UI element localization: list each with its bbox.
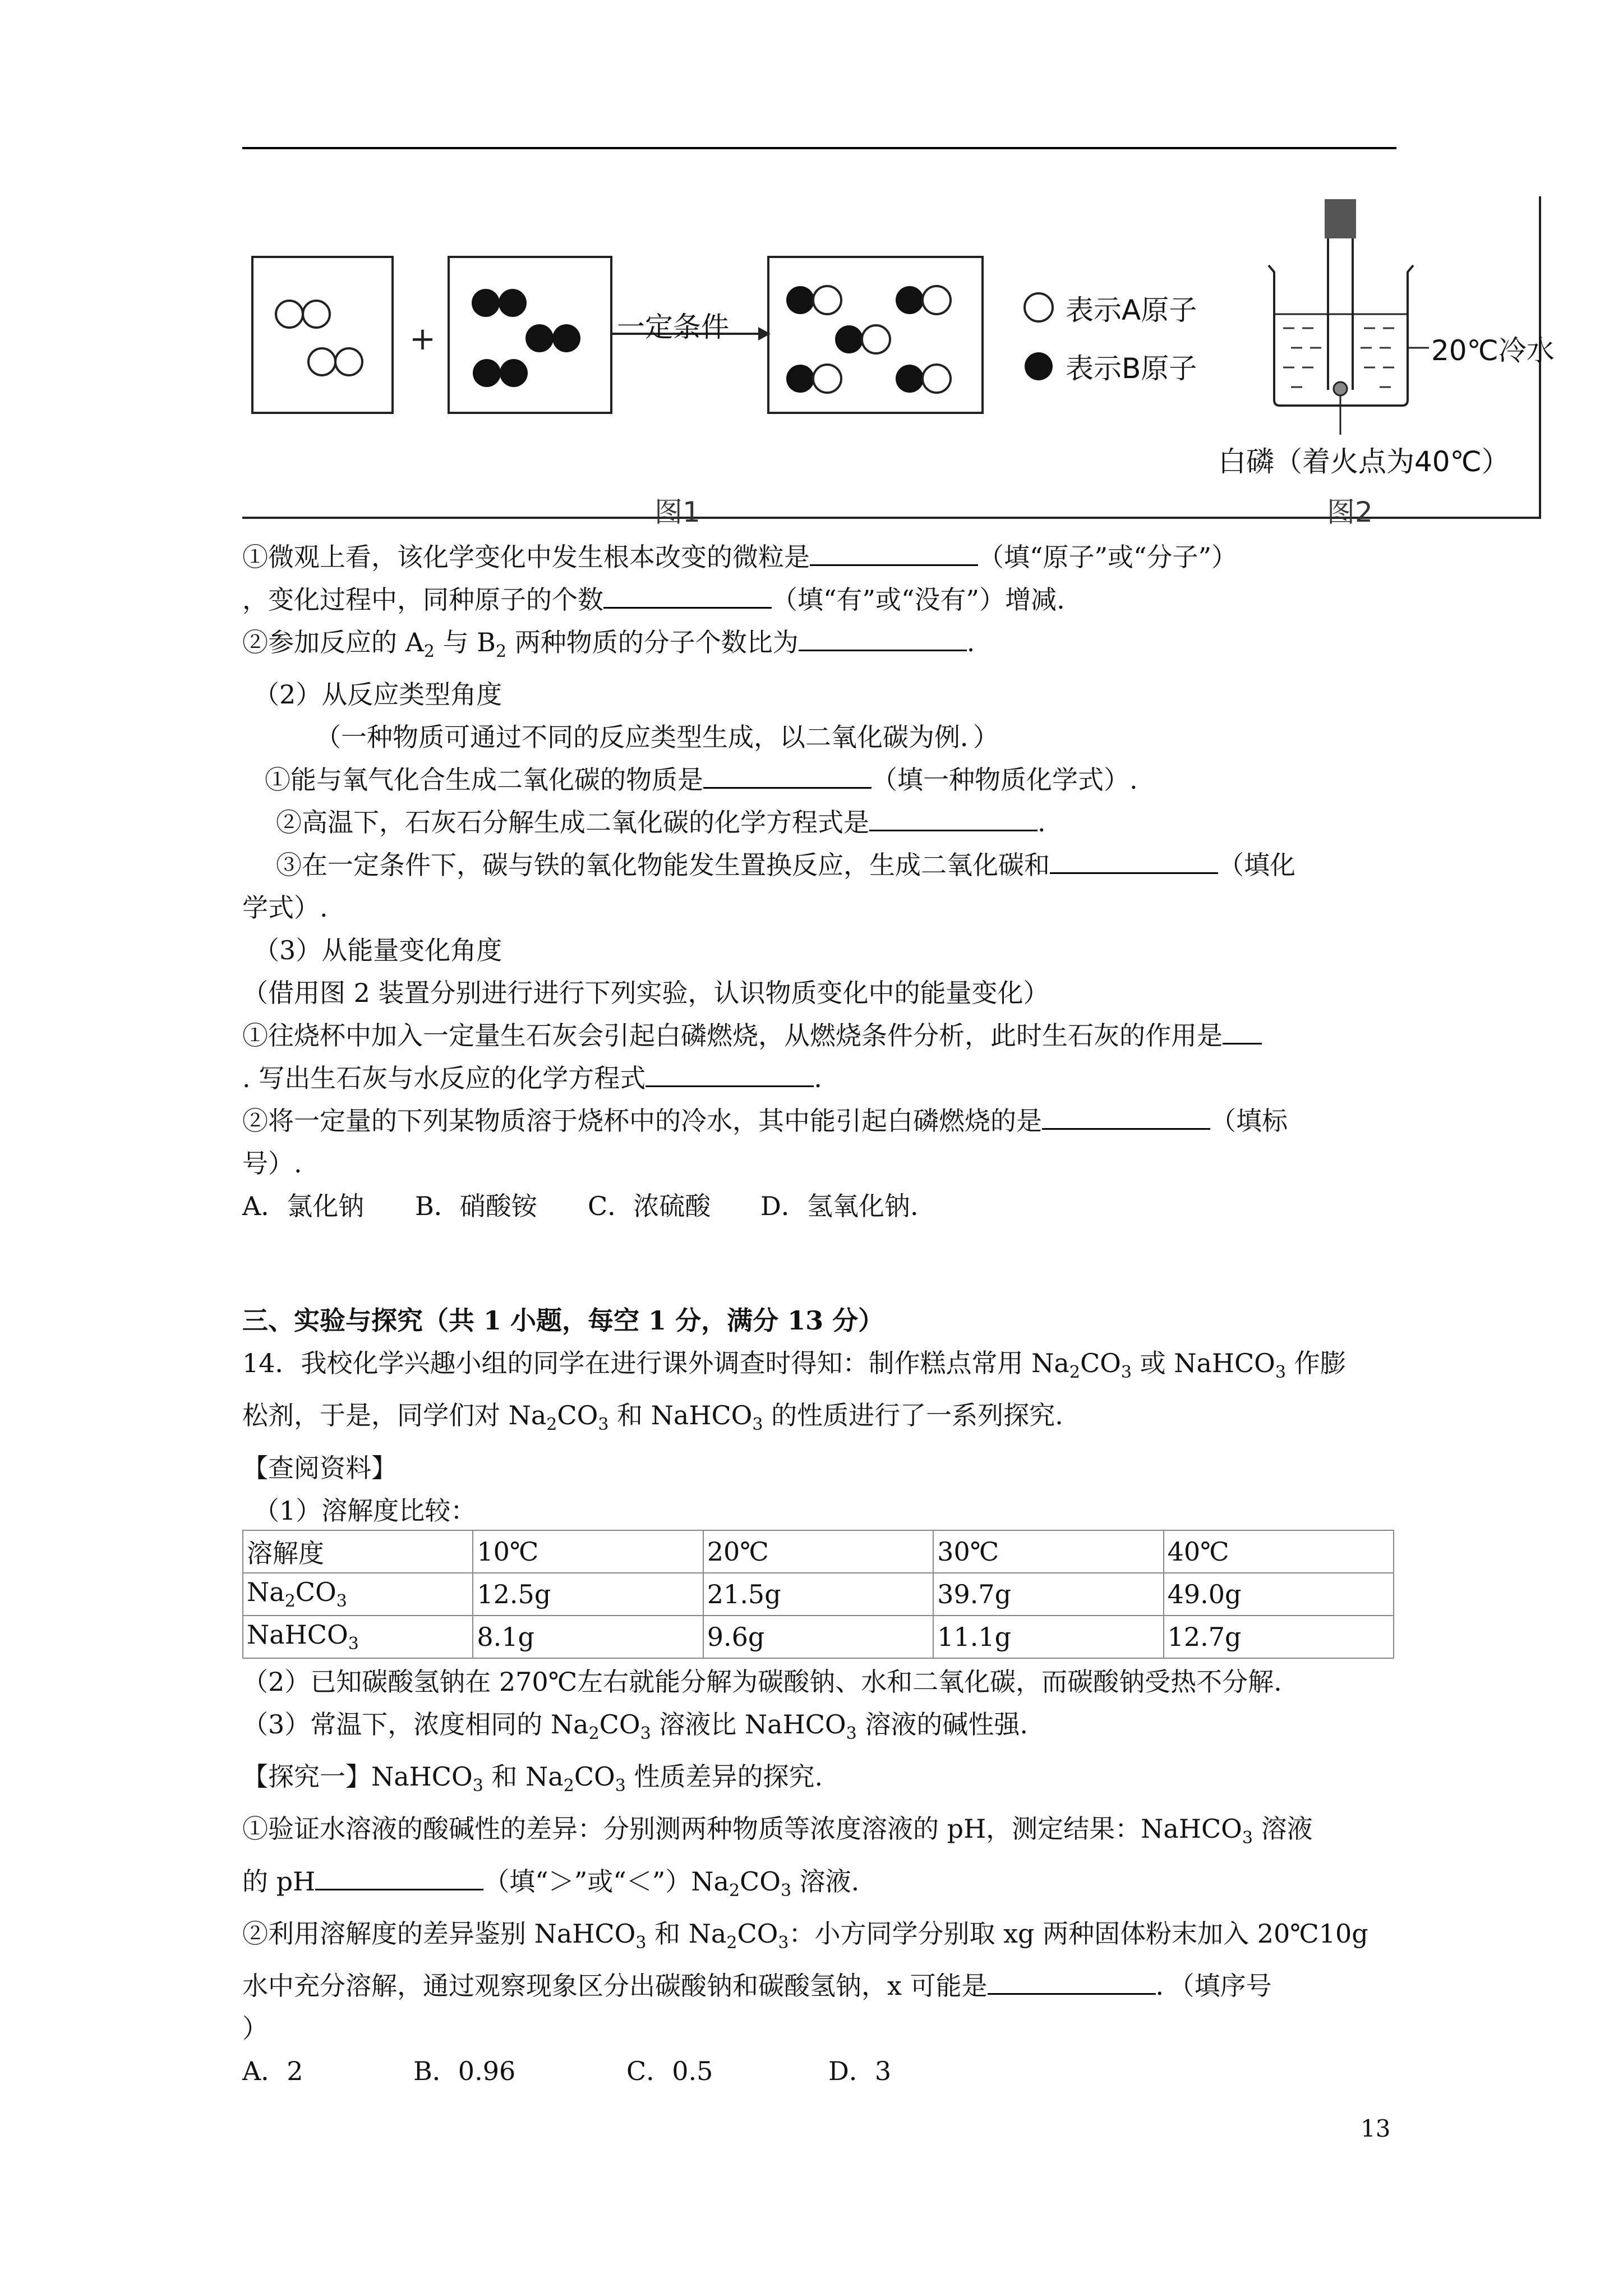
question-body-2: [242, 1660, 1403, 2092]
table-row: [243, 1573, 1394, 1616]
table-header-cell: 20℃: [703, 1530, 933, 1573]
svg-text:+: +: [409, 321, 436, 357]
answer-blank[interactable]: [1223, 1020, 1262, 1045]
top-rule: [242, 147, 1396, 149]
figure-2-caption: 图2: [1327, 496, 1373, 528]
legend-b-label: 表示B原子: [1066, 352, 1197, 385]
figure-region: [242, 194, 1555, 528]
white-phosphorus-label: 白磷（着火点为40℃）: [1218, 445, 1510, 478]
answer-blank[interactable]: [869, 807, 1038, 831]
table-cell: 11.1g: [933, 1616, 1163, 1658]
q-line: . 写出生石灰与水反应的化学方程式 .: [242, 1063, 822, 1094]
answer-blank[interactable]: [603, 585, 772, 609]
q-line: ①往烧杯中加入一定量生石灰会引起白磷燃烧，从燃烧条件分析，此时生石灰的作用是: [242, 1014, 1403, 1057]
table-header-row: [243, 1530, 1394, 1573]
table-row-label: NaHCO$_3$: [243, 1616, 473, 1658]
figure-1-caption: 图1: [654, 496, 700, 528]
solubility-table: [242, 1530, 1394, 1659]
table-row: [243, 1616, 1394, 1658]
question-body-1: [242, 536, 1403, 1532]
answer-blank[interactable]: [799, 627, 967, 651]
option-b[interactable]: B．0.96: [413, 2055, 516, 2086]
table-header-cell: 溶解度: [243, 1530, 473, 1573]
ref-title: 【查阅资料】: [242, 1452, 397, 1483]
q14-line: 14．我校化学兴趣小组的同学在进行课外调查时得知：制作糕点常用 $Na_2CO_3$ 或 NaHCO$_3$ 作膨: [242, 1348, 1346, 1383]
table-cell: 21.5g: [703, 1573, 933, 1616]
answer-blank[interactable]: [988, 1971, 1156, 1995]
q-line: ②参加反应的 $A_2$ 与 $B_2$ 两种物质的分子个数比为 .: [242, 627, 975, 662]
table-cell: 39.7g: [933, 1573, 1163, 1616]
q-line: ①能与氧气化合生成二氧化碳的物质是 （填一种物质化学式）.: [265, 765, 1138, 795]
q-line-wrap: 学式）.: [242, 892, 328, 923]
q14-line: 松剂，于是，同学们对 $Na_2CO_3$ 和 NaHCO$_3$ 的性质进行了一系列探究.: [242, 1400, 1063, 1435]
answer-blank[interactable]: [810, 542, 978, 566]
q-line: ②利用溶解度的差异鉴别 NaHCO$_3$ 和 $Na_2CO_3$：小方同学分别取 xg 两种固体粉末加入 20℃10g: [242, 1918, 1368, 1953]
q-line: ②高温下，石灰石分解生成二氧化碳的化学方程式是 .: [276, 807, 1046, 838]
q-line-wrap: ）: [242, 2013, 268, 2044]
option-a[interactable]: A．2: [242, 2055, 303, 2086]
table-header-cell: 40℃: [1164, 1530, 1394, 1573]
table-cell: 9.6g: [703, 1616, 933, 1658]
q-line: ①微观上看，该化学变化中发生根本改变的微粒是 （填“原子”或“分子”）: [242, 542, 1238, 572]
table-cell: 12.5g: [473, 1573, 703, 1616]
reactant-a-box: [252, 257, 393, 413]
q-line: ①验证水溶液的酸碱性的差异：分别测两种物质等浓度溶液的 pH，测定结果：NaHCO$_3$ 溶液: [242, 1814, 1313, 1848]
q-line: ，变化过程中，同种原子的个数 （填“有”或“没有”）增减.: [242, 585, 1065, 615]
table-header-cell: 30℃: [933, 1530, 1163, 1573]
option-d[interactable]: D．氢氧化钠.: [760, 1191, 919, 1222]
q-line: 水中充分溶解，通过观察现象区分出碳酸钠和碳酸氢钠，x 可能是 ．（填序号: [242, 1970, 1272, 2001]
option-a[interactable]: A．氯化钠: [242, 1191, 365, 1222]
options-row: [242, 2050, 1403, 2092]
answer-blank[interactable]: [1042, 1106, 1210, 1130]
legend-a-label: 表示A原子: [1066, 294, 1197, 326]
note-line: （借用图 2 装置分别进行进行下列实验，认识物质变化中的能量变化）: [242, 978, 1049, 1009]
condition-label: 一定条件: [617, 311, 729, 343]
table-row-label: $Na_2CO_3$: [243, 1573, 473, 1616]
explore-title: 【探究一】NaHCO$_3$ 和 $Na_2CO_3$ 性质差异的探究.: [242, 1761, 823, 1796]
q-line: ③在一定条件下，碳与铁的氧化物能发生置换反应，生成二氧化碳和 （填化: [276, 850, 1295, 881]
table-cell: 8.1g: [473, 1616, 703, 1658]
options-row: [242, 1185, 1403, 1227]
q-line-wrap: 号）.: [242, 1148, 302, 1179]
answer-blank[interactable]: [315, 1866, 483, 1890]
section-title: （3）从能量变化角度: [253, 935, 502, 966]
option-b[interactable]: B．硝酸铵: [415, 1191, 537, 1222]
option-c[interactable]: C．浓硫酸: [588, 1191, 711, 1222]
cold-water-label: 20℃冷水: [1431, 334, 1555, 367]
answer-blank[interactable]: [703, 765, 872, 789]
table-header-cell: 10℃: [473, 1530, 703, 1573]
note-line: （一种物质可通过不同的反应类型生成，以二氧化碳为例．）: [315, 722, 999, 753]
table-cell: 12.7g: [1164, 1616, 1394, 1658]
answer-blank[interactable]: [1050, 850, 1218, 874]
q-line: ②将一定量的下列某物质溶于烧杯中的冷水，其中能引起白磷燃烧的是 （填标: [242, 1106, 1288, 1137]
solubility-title: （1）溶解度比较：: [253, 1495, 477, 1526]
section-heading: 三、实验与探究（共 1 小题，每空 1 分，满分 13 分）: [242, 1305, 884, 1336]
page-number: 13: [1361, 2115, 1391, 2142]
ref-line: （2）已知碳酸氢钠在 270℃左右就能分解为碳酸钠、水和二氧化碳，而碳酸钠受热不分解.: [242, 1667, 1282, 1697]
option-c[interactable]: C．0.5: [626, 2055, 713, 2086]
stopper: [1325, 199, 1356, 238]
option-d[interactable]: D．3: [828, 2055, 892, 2086]
q-line: 的 pH （填“＞”或“$<”)Na_2CO_3$ 溶液.: [242, 1866, 860, 1901]
section-title: （2）从反应类型角度: [253, 679, 502, 710]
table-cell: 49.0g: [1164, 1573, 1394, 1616]
ref-line: （3）常温下，浓度相同的 $Na_2CO_3$ 溶液比 NaHCO$_3$ 溶液的碱性强.: [242, 1709, 1028, 1744]
answer-blank[interactable]: [645, 1063, 814, 1087]
